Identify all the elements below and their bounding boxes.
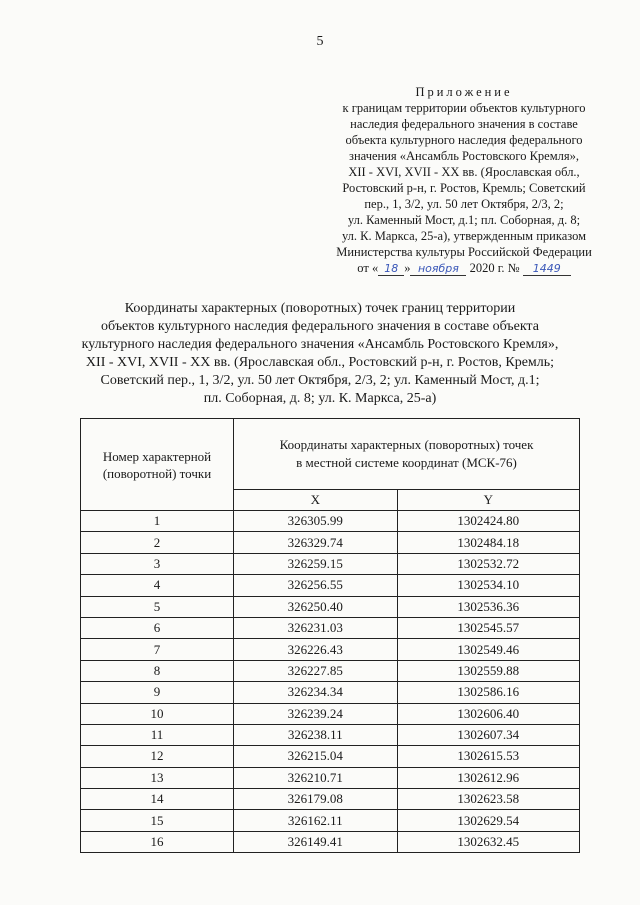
table-row [81,511,580,532]
title-line: пл. Соборная, д. 8; ул. К. Маркса, 25-а) [203,391,437,406]
coord-y: 1302534.10 [397,575,579,596]
header-coords-line: Координаты характерных (поворотных) точек [279,437,534,452]
coord-x: 326231.03 [234,617,398,638]
coord-x: 326305.99 [234,511,398,532]
order-year: 2020 г. № [469,261,520,275]
coord-y: 1302559.88 [397,660,579,681]
table-row [81,703,580,724]
coord-x: 326226.43 [234,639,398,660]
coord-x: 326259.15 [234,553,398,574]
coord-y: 1302536.36 [397,596,579,617]
order-number-handwritten: 1449 [523,262,571,276]
point-number: 12 [81,746,234,767]
appendix-line: к границам территории объектов культурного [342,101,586,115]
point-number: 8 [81,660,234,681]
coord-y: 1302615.53 [397,746,579,767]
point-number: 7 [81,639,234,660]
point-number: 11 [81,724,234,745]
appendix-line: ул. Каменный Мост, д.1; пл. Соборная, д. 8; [347,213,581,227]
header-y: Y [397,490,579,511]
coord-x: 326250.40 [234,596,398,617]
coord-x: 326329.74 [234,532,398,553]
coord-x: 326162.11 [234,810,398,831]
point-number: 10 [81,703,234,724]
coord-y: 1302607.34 [397,724,579,745]
table-row [81,575,580,596]
order-mid: » [404,261,411,275]
coordinates-table [80,418,580,853]
order-day-handwritten: 18 [378,262,404,276]
title-line: объектов культурного наследия федерального значения в составе объекта [101,319,539,334]
title-line: XII - XVI, XVII - XX вв. (Ярославская обл., Ростовский р-н, г. Ростов, Кремль; [85,355,555,370]
coord-x: 326210.71 [234,767,398,788]
appendix-line: XII - XVI, XVII - XX вв. (Ярославская обл., [348,165,580,179]
coord-y: 1302606.40 [397,703,579,724]
point-number: 4 [81,575,234,596]
point-number: 9 [81,682,234,703]
point-number: 16 [81,831,234,852]
header-coordinates [234,419,580,490]
table-row [81,639,580,660]
point-number: 14 [81,789,234,810]
page-number: 5 [316,34,324,49]
coord-y: 1302484.18 [397,532,579,553]
coord-y: 1302586.16 [397,682,579,703]
coord-x: 326215.04 [234,746,398,767]
coord-y: 1302612.96 [397,767,579,788]
order-prefix: от « [357,261,379,275]
point-number: 6 [81,617,234,638]
coord-y: 1302632.45 [397,831,579,852]
title-line: Координаты характерных (поворотных) точек границ территории [124,301,516,316]
point-number: 15 [81,810,234,831]
coord-x: 326179.08 [234,789,398,810]
point-number: 2 [81,532,234,553]
header-point-line: Номер характерной [102,448,212,464]
point-number: 5 [81,596,234,617]
appendix-line: пер., 1, 3/2, ул. 50 лет Октября, 2/3, 2; [364,197,564,211]
appendix-line: ул. К. Маркса, 25-а), утвержденным приказом [341,229,587,243]
document-title [40,300,600,408]
coord-y: 1302545.57 [397,617,579,638]
appendix-line: Ростовский р-н, г. Ростов, Кремль; Советский [342,181,586,195]
coord-x: 326149.41 [234,831,398,852]
header-point-line: (поворотной) точки [102,465,212,481]
appendix-line: значения «Ансамбль Ростовского Кремля», [349,149,579,163]
table-row [81,532,580,553]
coord-y: 1302549.46 [397,639,579,660]
header-coords-line: в местной системе координат (МСК-76) [296,455,517,470]
table-row [81,724,580,745]
appendix-block [318,84,610,276]
table-row [81,746,580,767]
table-row [81,682,580,703]
coord-x: 326238.11 [234,724,398,745]
table-row [81,660,580,681]
appendix-heading: Приложение [415,85,513,99]
coord-x: 326239.24 [234,703,398,724]
table-row [81,553,580,574]
coord-x: 326256.55 [234,575,398,596]
point-number: 3 [81,553,234,574]
coord-x: 326234.34 [234,682,398,703]
point-number: 1 [81,511,234,532]
coord-x: 326227.85 [234,660,398,681]
table-row [81,617,580,638]
coord-y: 1302424.80 [397,511,579,532]
table-row [81,831,580,852]
coord-y: 1302623.58 [397,789,579,810]
header-x: X [234,490,398,511]
table-row [81,767,580,788]
header-point-number [81,419,234,511]
order-month-handwritten: ноября [410,262,466,276]
table-row [81,810,580,831]
order-date-line [318,260,610,276]
title-line: Советский пер., 1, 3/2, ул. 50 лет Октября, 2/3, 2; ул. Каменный Мост, д.1; [100,373,540,388]
appendix-line: наследия федерального значения в составе [350,117,578,131]
coord-y: 1302532.72 [397,553,579,574]
point-number: 13 [81,767,234,788]
title-line: культурного наследия федерального значения «Ансамбль Ростовского Кремля», [81,337,559,352]
table-row [81,596,580,617]
table-row [81,789,580,810]
appendix-line: Министерства культуры Российской Федерации [336,245,592,259]
coord-y: 1302629.54 [397,810,579,831]
appendix-line: объекта культурного наследия федерального [345,133,583,147]
